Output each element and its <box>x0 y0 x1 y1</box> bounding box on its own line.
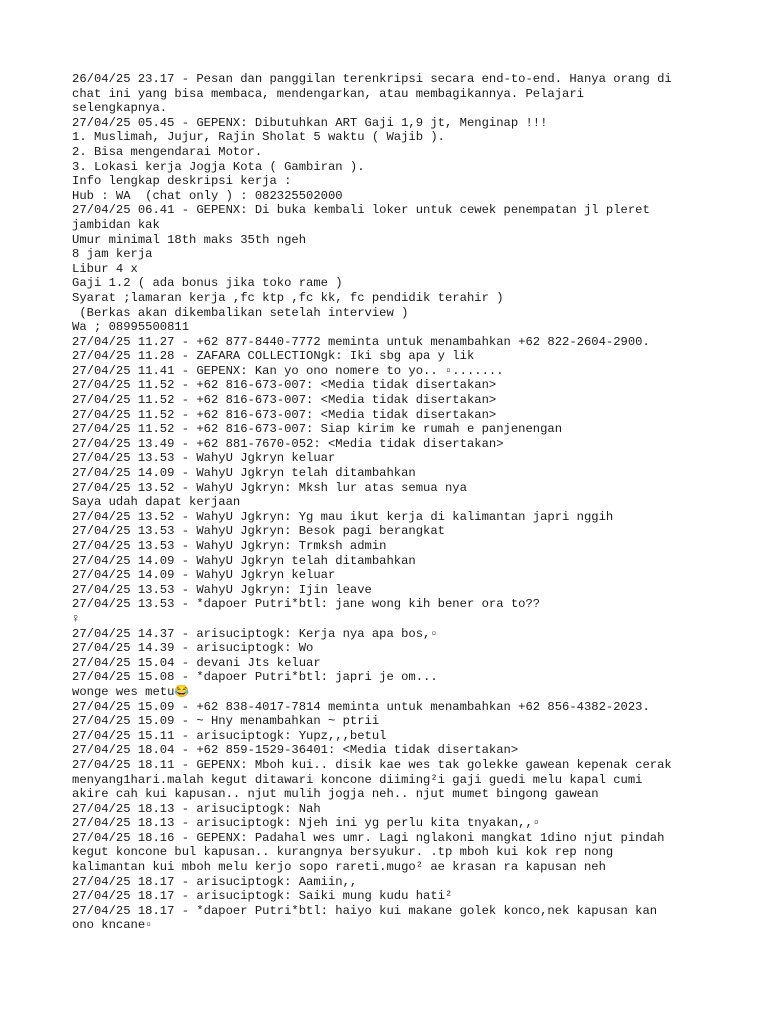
text-line: 27/04/25 14.09 - WahyU Jgkryn telah ditambahkan <box>72 553 416 568</box>
text-line: 27/04/25 15.09 - +62 838-4017-7814 meminta untuk menambahkan +62 856-4382-2023. <box>72 699 650 714</box>
text-line: 27/04/25 13.52 - WahyU Jgkryn: Mksh lur atas semua nya <box>72 480 467 495</box>
text-line: 27/04/25 15.04 - devani Jts keluar <box>72 655 321 670</box>
text-line: 27/04/25 13.53 - WahyU Jgkryn keluar <box>72 451 336 466</box>
text-line: selengkapnya. <box>72 101 168 116</box>
text-line: kegut koncone bul kapusan.. kurangnya bersyukur. .tp mboh kui kok rep nong <box>72 845 614 860</box>
text-line: ono kncane▫ <box>72 918 153 933</box>
text-line: 27/04/25 15.09 - ~ Hny menambahkan ~ ptrii <box>72 714 380 729</box>
text-line: chat ini yang bisa membaca, mendengarkan, atau membagikannya. Pelajari <box>72 86 584 101</box>
text-line: Wa ; 08995500811 <box>72 320 190 335</box>
text-line: 27/04/25 05.45 - GEPENX: Dibutuhkan ART Gaji 1,9 jt, Menginap !!! <box>72 115 548 130</box>
text-line: 27/04/25 18.11 - GEPENX: Mboh kui.. disik kae wes tak golekke gawean kepenak cerak <box>72 757 672 772</box>
text-line: 27/04/25 15.08 - *dapoer Putri*btl: japri je om... <box>72 670 438 685</box>
text-line: 27/04/25 06.41 - GEPENX: Di buka kembali loker untuk cewek penempatan jl pleret <box>72 203 650 218</box>
text-line: Hub : WA (chat only ) : 082325502000 <box>72 188 343 203</box>
text-line: 27/04/25 11.28 - ZAFARA COLLECTIONgk: Iki sbg apa y lik <box>72 349 475 364</box>
text-line: kalimantan kui mboh melu kerjo sopo rareti.mugo² ae krasan ra kapusan neh <box>72 860 606 875</box>
text-line: 27/04/25 13.52 - WahyU Jgkryn: Yg mau ikut kerja di kalimantan japri nggih <box>72 509 614 524</box>
chat-log-document <box>72 72 712 933</box>
text-line: 27/04/25 13.49 - +62 881-7670-052: <Media tidak disertakan> <box>72 436 504 451</box>
text-line: 27/04/25 18.13 - arisuciptogk: Njeh ini yg perlu kita tnyakan,,▫ <box>72 816 541 831</box>
text-line: 27/04/25 14.39 - arisuciptogk: Wo <box>72 641 314 656</box>
text-line: (Berkas akan dikembalikan setelah interview ) <box>72 305 409 320</box>
text-line: 27/04/25 18.17 - arisuciptogk: Aamiin,, <box>72 874 358 889</box>
text-line: 27/04/25 13.53 - WahyU Jgkryn: Besok pagi berangkat <box>72 524 445 539</box>
text-line: 27/04/25 14.37 - arisuciptogk: Kerja nya apa bos,▫ <box>72 626 438 641</box>
text-line: 27/04/25 13.53 - WahyU Jgkryn: Trmksh admin <box>72 539 387 553</box>
text-line: 27/04/25 18.17 - *dapoer Putri*btl: haiyo kui makane golek konco,nek kapusan kan <box>72 903 658 918</box>
text-line: wonge wes metu😂 <box>72 684 190 699</box>
text-line: 2. Bisa mengendarai Motor. <box>72 144 263 159</box>
text-line: Libur 4 x <box>72 261 138 276</box>
text-line: 27/04/25 18.16 - GEPENX: Padahal wes umr. Lagi nglakoni mangkat 1dino njut pindah <box>72 830 665 845</box>
text-line: 27/04/25 11.52 - +62 816-673-007: Siap kirim ke rumah e panjenengan <box>72 422 563 437</box>
text-line: 27/04/25 11.52 - +62 816-673-007: <Media tidak disertakan> <box>72 407 497 422</box>
text-line: 27/04/25 11.27 - +62 877-8440-7772 meminta untuk menambahkan +62 822-2604-2900. <box>72 334 650 349</box>
text-line: ♀ <box>72 611 80 626</box>
text-line: Umur minimal 18th maks 35th ngeh <box>72 232 307 247</box>
text-line: 8 jam kerja <box>72 247 153 262</box>
text-line: Saya udah dapat kerjaan <box>72 495 241 510</box>
text-line: Syarat ;lamaran kerja ,fc ktp ,fc kk, fc pendidik terahir ) <box>72 290 504 305</box>
text-line: 1. Muslimah, Jujur, Rajin Sholat 5 waktu ( Wajib ). <box>72 130 445 145</box>
text-line: 27/04/25 18.13 - arisuciptogk: Nah <box>72 801 321 816</box>
text-line: 27/04/25 14.09 - WahyU Jgkryn keluar <box>72 568 336 583</box>
text-line: 3. Lokasi kerja Jogja Kota ( Gambiran ). <box>72 159 365 174</box>
text-line: akire cah kui kapusan.. njut mulih jogja neh.. njut mumet bingong gawean <box>72 787 599 802</box>
text-line: 27/04/25 11.41 - GEPENX: Kan yo ono nomere to yo.. ▫....... <box>72 363 504 378</box>
text-line: menyang1hari.malah kegut ditawari koncone diiming²i gaji guedi melu kapal cumi <box>72 772 643 787</box>
text-line: jambidan kak <box>72 217 160 232</box>
text-line: 27/04/25 13.53 - *dapoer Putri*btl: jane wong kih bener ora to?? <box>72 597 541 612</box>
text-line: Info lengkap deskripsi kerja : <box>72 174 292 189</box>
text-line: 27/04/25 15.11 - arisuciptogk: Yupz,,,betul <box>72 728 387 743</box>
text-line: 27/04/25 13.53 - WahyU Jgkryn: Ijin leave <box>72 582 372 597</box>
text-line: 26/04/25 23.17 - Pesan dan panggilan terenkripsi secara end-to-end. Hanya orang di <box>72 72 672 86</box>
text-line: 27/04/25 11.52 - +62 816-673-007: <Media tidak disertakan> <box>72 393 497 408</box>
text-line: 27/04/25 18.17 - arisuciptogk: Saiki mung kudu hati² <box>72 889 453 904</box>
text-line: 27/04/25 18.04 - +62 859-1529-36401: <Media tidak disertakan> <box>72 743 519 758</box>
text-line: 27/04/25 14.09 - WahyU Jgkryn telah ditambahkan <box>72 466 416 481</box>
text-line: 27/04/25 11.52 - +62 816-673-007: <Media tidak disertakan> <box>72 378 497 393</box>
text-line: Gaji 1.2 ( ada bonus jika toko rame ) <box>72 276 343 291</box>
